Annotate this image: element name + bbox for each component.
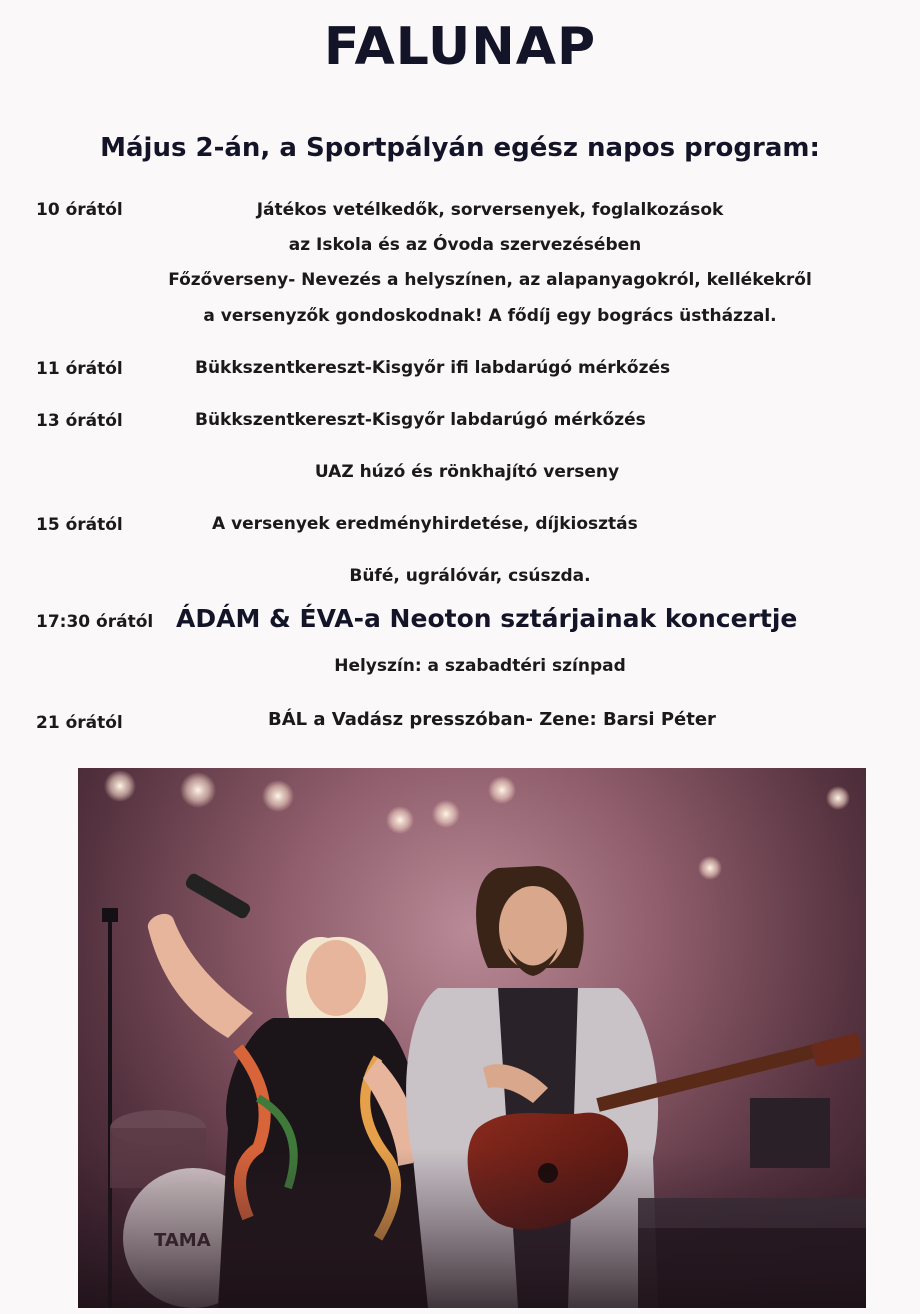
- event-organizers: az Iskola és az Óvoda szervezésében: [288, 235, 642, 255]
- page-subtitle: Május 2-án, a Sportpályán egész napos program:: [100, 133, 820, 163]
- event-buffet: Büfé, ugrálóvár, csúszda.: [349, 566, 591, 586]
- event-ball: BÁL a Vadász presszóban- Zene: Barsi Péter: [268, 709, 716, 730]
- event-venue: Helyszín: a szabadtéri színpad: [334, 656, 626, 676]
- time-11: 11 órától: [36, 359, 123, 379]
- event-cooking: Főzőverseny- Nevezés a helyszínen, az alapanyagokról, kellékekről: [168, 270, 812, 290]
- event-cooking-note: a versenyzők gondoskodnak! A fődíj egy bogrács üstházzal.: [203, 306, 777, 326]
- event-youth-football: Bükkszentkereszt-Kisgyőr ifi labdarúgó mérkőzés: [195, 358, 671, 378]
- time-15: 15 órától: [36, 515, 123, 535]
- concert-photo: [78, 768, 866, 1308]
- time-13: 13 órától: [36, 411, 123, 431]
- event-football: Bükkszentkereszt-Kisgyőr labdarúgó mérkőzés: [195, 410, 646, 430]
- time-10: 10 órától: [36, 200, 123, 220]
- event-games: Játékos vetélkedők, sorversenyek, foglalkozások: [256, 200, 724, 220]
- event-concert: ÁDÁM & ÉVA-a Neoton sztárjainak koncertje: [176, 604, 798, 633]
- stage-lights: [104, 770, 850, 880]
- page-title: FALUNAP: [323, 17, 597, 77]
- time-21: 21 órától: [36, 713, 123, 733]
- event-uaz: UAZ húzó és rönkhajító verseny: [314, 462, 620, 482]
- event-awards: A versenyek eredményhirdetése, díjkiosztás: [212, 514, 638, 534]
- time-1730: 17:30 órától: [36, 612, 154, 632]
- concert-photo-art: [78, 768, 866, 1308]
